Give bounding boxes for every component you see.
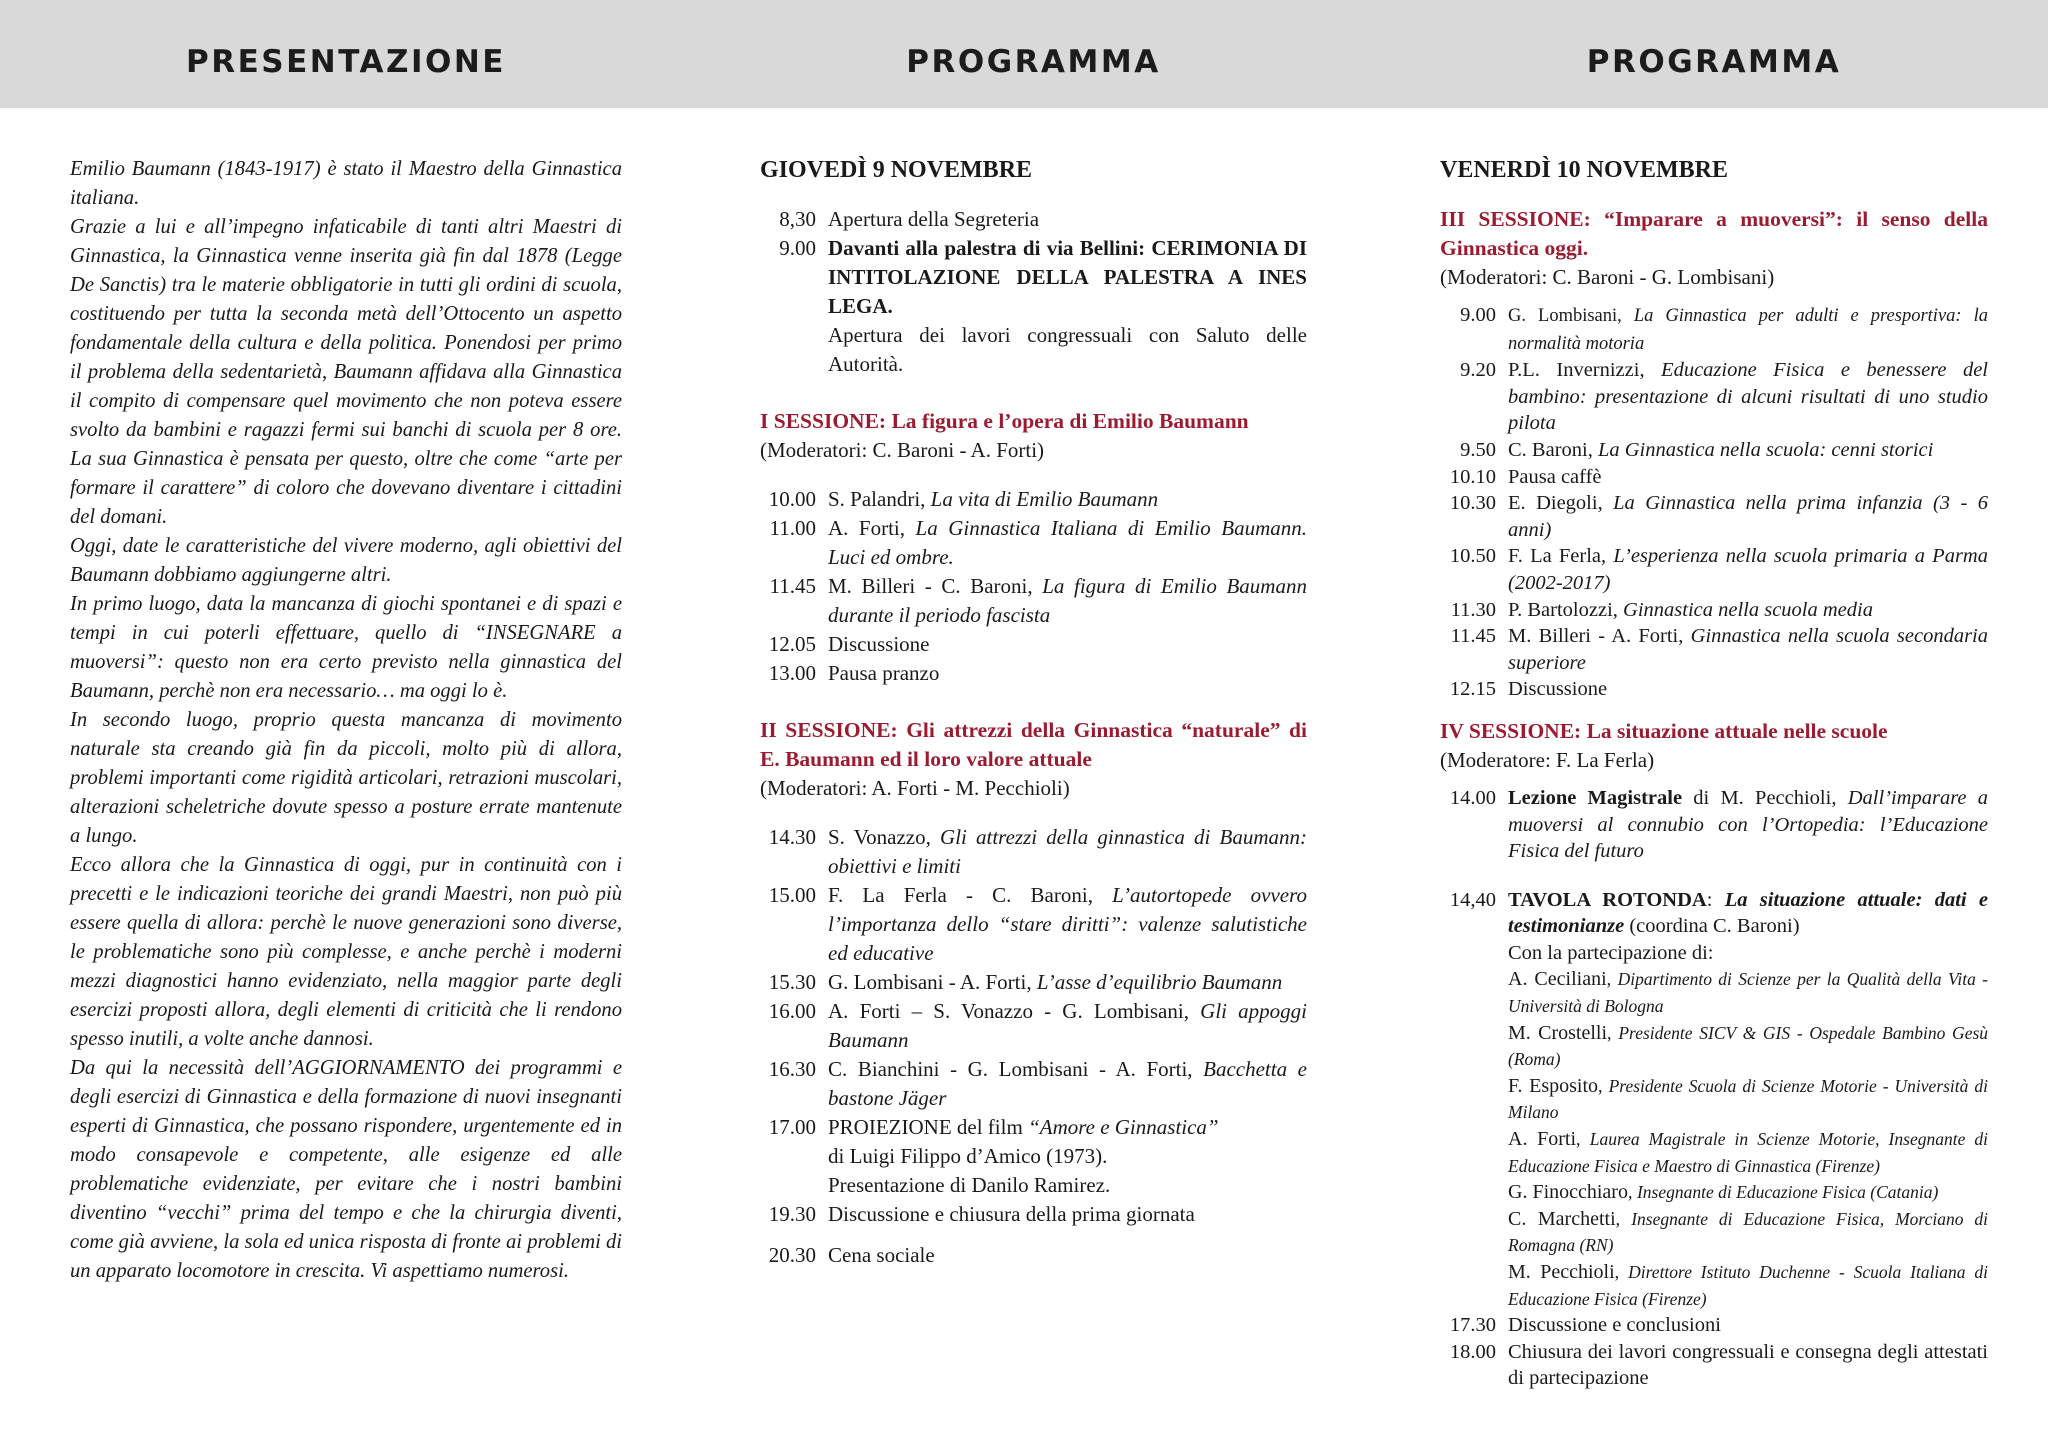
presentazione-heading: PRESENTAZIONE [186, 44, 506, 80]
program-row [760, 1113, 1307, 1200]
participant-name: M. Crostelli [1508, 1021, 1608, 1044]
talk-title: Dall’imparare a muoversi al connubio con l’Ortopedia: l’Educazione Fisica del futuro [1508, 786, 1988, 863]
time: 15.30 [768, 970, 816, 994]
participant-role: Direttore Istituto Duchenne - Scuola Italiana di Educazione Fisica (Firenze) [1508, 1262, 1988, 1309]
participant: A. Ceciliani, Dipartimento di Scienze per la Qualità della Vita - Università di Bologna [1508, 968, 1989, 1017]
participant-role: Presidente Scuola di Scienze Motorie - Università di Milano [1508, 1075, 1988, 1123]
item-text: Discussione e chiusura della prima giornata [828, 1202, 1195, 1226]
talk-title: Bacchetta e bastone Jäger [828, 1057, 1308, 1110]
talk-title: La vita di Emilio Baumann [930, 487, 1159, 511]
day-title: GIOVEDÌ 9 NOVEMBRE [760, 157, 1033, 183]
program-row [1440, 490, 1988, 543]
item-text: Cena sociale [828, 1243, 935, 1267]
participant-name: G. Finocchiaro [1508, 1181, 1628, 1204]
item-text [1496, 302, 1988, 357]
item-text [816, 968, 1307, 997]
time: 16.30 [768, 1057, 816, 1081]
program-row [1440, 543, 1988, 596]
program-row [760, 968, 1307, 997]
film-title: “Amore e Ginnastica” [1028, 1115, 1219, 1139]
time: 10.00 [768, 487, 816, 511]
round-coordinator: (coordina C. Baroni) [1624, 915, 1800, 938]
pres-paragraph: Oggi, date le caratteristiche del vivere moderno, agli obiettivi del Baumann dobbiamo aggiungerne altri. [70, 535, 622, 586]
talk-title: Ginnastica nella scuola media [1623, 598, 1873, 621]
item-text [816, 514, 1307, 572]
speaker: E. Diegoli, [1508, 492, 1614, 515]
speaker: di M. Pecchioli, [1682, 786, 1848, 809]
speaker: P.L. Invernizzi, [1508, 359, 1662, 382]
time: 10.10 [1449, 465, 1496, 488]
time: 20.30 [768, 1243, 816, 1267]
participant-role: Dipartimento di Scienze per la Qualità della Vita - Università di Bologna [1508, 969, 1989, 1017]
speaker: G. Lombisani - A. Forti, [828, 970, 1037, 994]
time: 15.00 [768, 883, 816, 907]
presentazione-text [70, 155, 622, 1286]
speaker: F. La Ferla, [1508, 545, 1614, 568]
session-title: I SESSIONE: La figura e l’opera di Emilio Baumann [760, 409, 1249, 433]
speaker: M. Billeri - A. Forti, [1508, 625, 1691, 648]
time: 9.00 [1460, 304, 1496, 326]
participant-role: Insegnante di Educazione Fisica, Morciano di Romagna (RN) [1508, 1208, 1988, 1256]
participant-role: Insegnante di Educazione Fisica (Catania) [1636, 1182, 1939, 1203]
participant-name: A. Forti [1508, 1128, 1577, 1151]
program-row [760, 881, 1307, 968]
item-text: Chiusura dei lavori congressuali e consegna degli attestati di partecipazione [1508, 1340, 1988, 1390]
ceremony-title: Davanti alla palestra di via Bellini: CERIMONIA DI INTITOLAZIONE DELLA PALESTRA A INES LEGA. [828, 236, 1307, 318]
program-row [1440, 437, 1988, 464]
time: 13.00 [768, 661, 816, 685]
program-row [760, 572, 1307, 630]
program-row [760, 1241, 1307, 1270]
program-row [1440, 785, 1988, 865]
talk-title: La Ginnastica nella prima infanzia (3 - 6 anni) [1508, 492, 1988, 541]
participant-name: M. Pecchioli [1508, 1261, 1615, 1283]
time: 10.50 [1449, 545, 1496, 568]
program-day-1 [760, 155, 1307, 1270]
item-text [1496, 490, 1988, 543]
talk-title: L’esperienza nella scuola primaria a Parma (2002-2017) [1508, 545, 1988, 594]
session-title: III SESSIONE: “Imparare a muoversi”: il senso della Ginnastica oggi. [1440, 207, 1988, 260]
participant-name: F. Esposito [1508, 1074, 1599, 1097]
time: 14.00 [1449, 786, 1496, 809]
speaker: P. Bartolozzi, [1508, 598, 1624, 621]
talk-title: Ginnastica nella scuola secondaria superiore [1508, 625, 1988, 674]
speaker: G. Lombisani, [1508, 306, 1634, 326]
talk-title: Gli appoggi Baumann [828, 999, 1308, 1052]
film-presenter: Presentazione di Danilo Ramirez. [828, 1173, 1111, 1197]
lecture-label: Lezione Magistrale [1508, 786, 1683, 809]
time: 14.30 [768, 825, 816, 849]
speaker: F. La Ferla - C. Baroni, [828, 883, 1113, 907]
participant: F. Esposito, Presidente Scuola di Scienze Motorie - Università di Milano [1508, 1074, 1988, 1123]
participant: M. Crostelli, Presidente SICV & GIS - Ospedale Bambino Gesù (Roma) [1508, 1021, 1989, 1070]
participant: M. Pecchioli, Direttore Istituto Duchenne - Scuola Italiana di Educazione Fisica (Firenze) [1508, 1261, 1988, 1309]
pres-paragraph: Emilio Baumann (1843-1917) è stato il Maestro della Ginnastica italiana. [70, 158, 622, 209]
item-text [1496, 887, 1988, 967]
moderators: (Moderatori: C. Baroni - G. Lombisani) [1440, 265, 1775, 289]
moderators: (Moderatori: A. Forti - M. Pecchioli) [760, 776, 1070, 800]
speaker: A. Forti – S. Vonazzo - G. Lombisani, [828, 999, 1201, 1023]
moderators: (Moderatore: F. La Ferla) [1440, 747, 1655, 772]
round-sep: : [1706, 888, 1725, 911]
program-row [760, 1055, 1307, 1113]
participant: G. Finocchiaro, Insegnante di Educazione Fisica (Catania) [1508, 1181, 1939, 1204]
speaker: S. Palandri, [828, 487, 931, 511]
program-row [1440, 357, 1988, 437]
time: 9.20 [1460, 359, 1496, 382]
item-text: Apertura della Segreteria [828, 207, 1040, 231]
program-row [1440, 302, 1988, 357]
talk-title: Gli attrezzi della ginnastica di Baumann: obiettivi e limiti [828, 825, 1307, 878]
film-lead: PROIEZIONE del film [828, 1115, 1029, 1139]
talk-title: L’asse d’equilibrio Baumann [1036, 970, 1283, 994]
program-row [1440, 623, 1988, 676]
participant: C. Marchetti, Insegnante di Educazione Fisica, Morciano di Romagna (RN) [1508, 1207, 1988, 1256]
time: 17.00 [768, 1115, 816, 1139]
program-row [1440, 597, 1988, 624]
speaker: C. Bianchini - G. Lombisani - A. Forti, [828, 1057, 1204, 1081]
time: 18.00 [1449, 1340, 1496, 1363]
pres-paragraph: In secondo luogo, proprio questa mancanza di movimento naturale sta creando già fin da piccoli, molto più di allora, problemi importanti come rigidità articolari, retrazioni muscolari, alterazioni scheletriche dovute spesso a posture errate mantenute a lungo. [70, 709, 622, 847]
time: 12.05 [768, 632, 816, 656]
session-title: IV SESSIONE: La situazione attuale nelle scuole [1440, 718, 1888, 743]
talk-title: La Ginnastica Italiana di Emilio Baumann. Luci ed ombre. [828, 516, 1307, 569]
time: 16.00 [768, 999, 816, 1023]
participant: A. Forti, Laurea Magistrale in Scienze Motorie, Insegnante di Educazione Fisica e Maestro di Ginnastica (Firenze) [1508, 1128, 1989, 1176]
program-row [760, 514, 1307, 572]
item-text [816, 234, 1307, 379]
programma-heading-1: PROGRAMMA [906, 44, 1161, 80]
item-text [816, 997, 1307, 1055]
item-text [816, 1113, 1307, 1200]
program-row [1440, 887, 1988, 967]
time: 17.30 [1449, 1314, 1496, 1337]
time: 11.45 [769, 574, 816, 598]
time: 11.00 [769, 516, 816, 540]
time: 11.30 [1450, 598, 1496, 621]
moderators: (Moderatori: C. Baroni - A. Forti) [760, 438, 1045, 462]
pres-paragraph: Grazie a lui e all’impegno infaticabile di tanti altri Maestri di Ginnastica, la Ginnastica venne inserita già fin dal 1878 (Legge De Sanctis) tra le materie obbligatorie in tutti gli ordini di scuola, costituendo per tutta la seconda metà dell’Ottocento un aspetto fondamentale della cultura e della politica. Ponendosi per primo il problema della sedentarietà, Baumann affidava alla Ginnastica il compito di compensare quel movimento che non poteva essere svolto da bambini e ragazzi fermi sui banchi di scuola per 8 ore. La sua Ginnastica è pensata per questo, oltre che come “arte per formare il carattere” di coloro che dovevano diventare i cittadini del domani. [70, 216, 622, 528]
program-row [760, 1200, 1307, 1229]
time: 10.30 [1449, 492, 1496, 515]
participant-name: C. Marchetti [1508, 1207, 1616, 1230]
program-row [1440, 464, 1988, 491]
program-row [760, 997, 1307, 1055]
program-row [760, 234, 1307, 379]
item-text: Pausa caffè [1508, 465, 1602, 488]
talk-title: Educazione Fisica e benessere del bambino: presentazione di alcuni risultati di uno studio pilota [1508, 359, 1988, 435]
item-text [1496, 597, 1988, 624]
program-row [1440, 1312, 1988, 1339]
pres-paragraph: In primo luogo, data la mancanza di giochi spontanei e di spazi e tempi in cui poterli effettuare, quello di “INSEGNARE a muoversi”: questo non era certo previsto nella ginnastica del Baumann, perchè non era necessario… ma oggi lo è. [70, 593, 622, 702]
speaker: C. Baroni, [1508, 438, 1598, 461]
program-row [760, 205, 1307, 234]
film-director: di Luigi Filippo d’Amico (1973). [828, 1144, 1108, 1168]
speaker: A. Forti, [828, 516, 916, 540]
pres-paragraph: Da qui la necessità dell’AGGIORNAMENTO dei programmi e degli esercizi di Ginnastica e della formazione di nuovi insegnanti esperti di Ginnastica, che possano rispondere, urgentemente ed in modo consapevole e competente, alle esigenze ed alle problematiche evidenziate, per evitare che i nostri bambini diventino “vecchi” prima del tempo e che la chirurgia diventi, come già avviene, la sola ed unica risposta di fronte ai problemi di un apparato locomotore in crescita. Vi aspettiamo numerosi. [70, 1057, 622, 1282]
item-text: Pausa pranzo [828, 661, 940, 685]
participant-role: Laurea Magistrale in Scienze Motorie, Insegnante di Educazione Fisica e Maestro di Ginnastica (Firenze) [1508, 1129, 1989, 1176]
talk-title: La Ginnastica per adulti e presportiva: la normalità motoria [1508, 306, 1988, 354]
program-day-2 [1440, 155, 1988, 1392]
program-row [1440, 676, 1988, 703]
item-text [816, 485, 1307, 514]
time: 14,40 [1449, 888, 1496, 911]
item-text [1496, 543, 1988, 596]
item-text [1496, 785, 1988, 865]
item-text: Discussione [1508, 678, 1608, 701]
program-row [760, 823, 1307, 881]
speaker: S. Vonazzo, [828, 825, 941, 849]
session-title: II SESSIONE: Gli attrezzi della Ginnastica “naturale” di E. Baumann ed il loro valore attuale [760, 718, 1307, 771]
speaker: M. Billeri - C. Baroni, [828, 574, 1043, 598]
programma-heading-2: PROGRAMMA [1586, 44, 1842, 80]
item-text [816, 881, 1307, 968]
item-text [816, 1055, 1307, 1113]
participant-role: Presidente SICV & GIS - Ospedale Bambino Gesù (Roma) [1508, 1022, 1989, 1070]
item-text [1496, 357, 1988, 437]
talk-title: La Ginnastica nella scuola: cenni storici [1597, 438, 1934, 461]
time: 8,30 [779, 207, 816, 231]
item-text: Discussione e conclusioni [1508, 1314, 1721, 1337]
program-row [1440, 1339, 1988, 1392]
time: 9.00 [779, 236, 816, 260]
day-title: VENERDÌ 10 NOVEMBRE [1440, 157, 1729, 183]
talk-title: L’autortopede ovvero l’importanza dello “stare diritti”: valenze salutistiche ed educative [828, 883, 1308, 965]
program-row [760, 630, 1307, 659]
participants-intro: Con la partecipazione di: [1508, 941, 1714, 964]
program-row [760, 485, 1307, 514]
participant-name: A. Ceciliani [1508, 968, 1607, 991]
round-table-title: La situazione attuale: dati e testimonianze [1508, 888, 1989, 938]
item-text [1496, 623, 1988, 676]
item-text [1496, 437, 1988, 464]
item-text: Discussione [828, 632, 930, 656]
item-text [816, 823, 1307, 881]
program-row [760, 659, 1307, 688]
time: 9.50 [1460, 438, 1496, 461]
talk-title: La figura di Emilio Baumann durante il periodo fascista [828, 574, 1307, 627]
item-text [816, 572, 1307, 630]
time: 11.45 [1450, 625, 1496, 648]
pres-paragraph: Ecco allora che la Ginnastica di oggi, pur in continuità con i precetti e le indicazioni teoriche dei grandi Maestri, non può più essere quella di allora: perchè le nuove generazioni sono diverse, le problematiche sono più complesse, e anche perchè i moderni mezzi diagnostici hanno evidenziato, nella maggior parte degli esercizi proposti allora, degli elementi di criticità che li rendono spesso inutili, a volte anche dannosi. [70, 854, 622, 1050]
round-table-label: TAVOLA ROTONDA [1508, 888, 1707, 911]
time: 12.15 [1449, 678, 1496, 701]
time: 19.30 [768, 1202, 816, 1226]
opening-text: Apertura dei lavori congressuali con Saluto delle Autorità. [828, 323, 1307, 376]
